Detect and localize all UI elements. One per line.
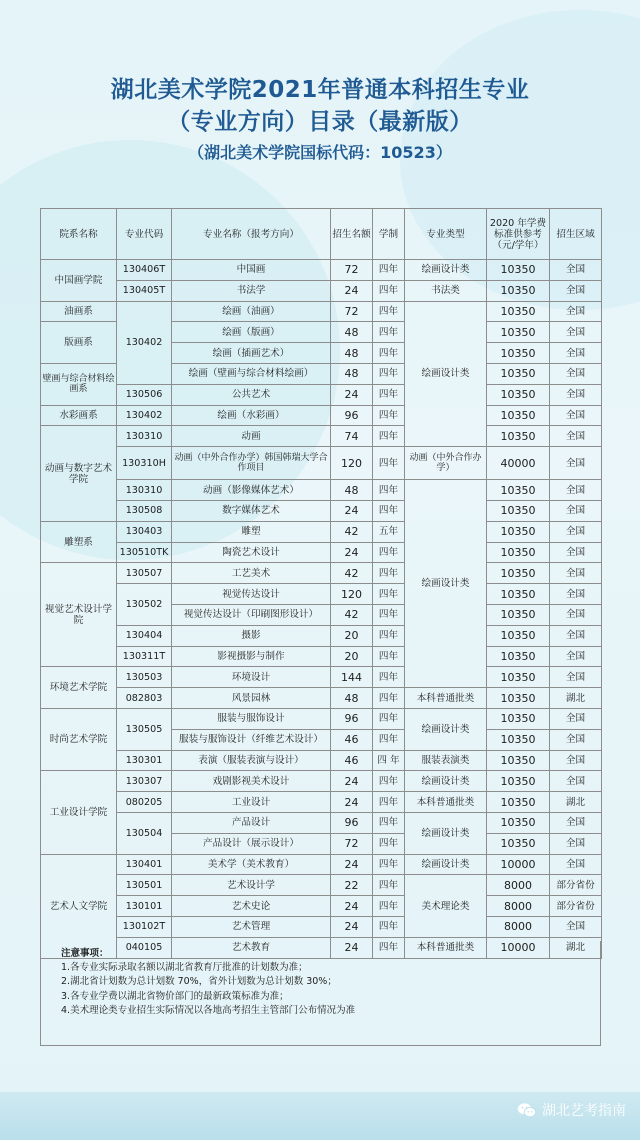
fee-cell: 10350 (487, 771, 550, 792)
fee-cell: 10350 (487, 384, 550, 405)
code-cell: 130401 (117, 854, 172, 875)
header-code: 专业代码 (117, 209, 172, 260)
quota-cell: 24 (331, 280, 373, 301)
region-cell: 全国 (550, 260, 602, 281)
region-cell: 全国 (550, 812, 602, 833)
fee-cell: 10350 (487, 812, 550, 833)
years-cell: 四年 (373, 542, 405, 563)
dept-cell: 艺术人文学院 (41, 854, 117, 958)
quota-cell: 22 (331, 875, 373, 896)
region-cell: 全国 (550, 322, 602, 343)
header-type: 专业类型 (405, 209, 487, 260)
type-cell: 绘画设计类 (405, 812, 487, 854)
years-cell: 四年 (373, 260, 405, 281)
fee-cell: 10350 (487, 646, 550, 667)
fee-cell: 10350 (487, 604, 550, 625)
major-cell: 雕塑 (172, 521, 331, 542)
quota-cell: 48 (331, 480, 373, 501)
major-cell: 艺术管理 (172, 916, 331, 937)
years-cell: 四年 (373, 426, 405, 447)
table-row (41, 667, 602, 688)
region-cell: 全国 (550, 363, 602, 384)
quota-cell: 24 (331, 854, 373, 875)
fee-cell: 10350 (487, 688, 550, 709)
header-years: 学制 (373, 209, 405, 260)
region-cell: 全国 (550, 301, 602, 322)
major-cell: 环境设计 (172, 667, 331, 688)
dept-cell: 视觉艺术设计学院 (41, 563, 117, 667)
region-cell: 部分省份 (550, 896, 602, 917)
code-cell: 080205 (117, 792, 172, 813)
years-cell: 四年 (373, 792, 405, 813)
table-row (41, 688, 602, 709)
table-row (41, 708, 602, 729)
major-cell: 绘画（水彩画） (172, 405, 331, 426)
page-title: 湖北美术学院2021年普通本科招生专业 (110, 77, 530, 103)
code-cell: 130310 (117, 426, 172, 447)
years-cell: 四年 (373, 280, 405, 301)
quota-cell: 46 (331, 750, 373, 771)
quota-cell: 74 (331, 426, 373, 447)
header-quota: 招生名额 (331, 209, 373, 260)
region-cell: 全国 (550, 500, 602, 521)
quota-cell: 20 (331, 646, 373, 667)
years-cell: 四年 (373, 833, 405, 854)
major-cell: 绘画（插画艺术） (172, 343, 331, 364)
code-cell: 130506 (117, 384, 172, 405)
major-cell: 影视摄影与制作 (172, 646, 331, 667)
years-cell: 四年 (373, 937, 405, 958)
table-row (41, 447, 602, 480)
region-cell: 全国 (550, 708, 602, 729)
quota-cell: 120 (331, 584, 373, 605)
type-cell: 动画（中外合作办学） (405, 447, 487, 480)
code-cell: 130311T (117, 646, 172, 667)
quota-cell: 24 (331, 500, 373, 521)
type-cell: 本科普通批类 (405, 792, 487, 813)
dept-cell: 壁画与综合材料绘画系 (41, 363, 117, 405)
quota-cell: 96 (331, 405, 373, 426)
years-cell: 四年 (373, 667, 405, 688)
major-cell: 动画（中外合作办学）韩国韩瑞大学合作项目 (172, 447, 331, 480)
region-cell: 全国 (550, 916, 602, 937)
code-cell: 130403 (117, 521, 172, 542)
header-fee: 2020 年学费标准供参考（元/学年） (487, 209, 550, 260)
region-cell: 全国 (550, 584, 602, 605)
dept-cell: 环境艺术学院 (41, 667, 117, 709)
years-cell: 四年 (373, 480, 405, 501)
fee-cell: 10350 (487, 280, 550, 301)
major-cell: 艺术设计学 (172, 875, 331, 896)
quota-cell: 48 (331, 688, 373, 709)
region-cell: 全国 (550, 343, 602, 364)
region-cell: 全国 (550, 447, 602, 480)
major-cell: 视觉传达设计 (172, 584, 331, 605)
table-row (41, 771, 602, 792)
region-cell: 湖北 (550, 792, 602, 813)
fee-cell: 10350 (487, 322, 550, 343)
fee-cell: 10350 (487, 500, 550, 521)
region-cell: 全国 (550, 405, 602, 426)
quota-cell: 20 (331, 625, 373, 646)
code-cell: 130310 (117, 480, 172, 501)
table-row (41, 646, 602, 667)
code-cell: 130405T (117, 280, 172, 301)
region-cell: 部分省份 (550, 875, 602, 896)
page-subtitle: （湖北美术学院国标代码：10523） (188, 143, 452, 162)
fee-cell: 10350 (487, 625, 550, 646)
dept-cell: 雕塑系 (41, 521, 117, 563)
fee-cell: 10350 (487, 521, 550, 542)
code-cell: 130102T (117, 916, 172, 937)
fee-cell: 8000 (487, 896, 550, 917)
years-cell: 四 年 (373, 750, 405, 771)
table-row (41, 301, 602, 322)
years-cell: 四年 (373, 771, 405, 792)
quota-cell: 72 (331, 301, 373, 322)
region-cell: 全国 (550, 771, 602, 792)
quota-cell: 48 (331, 343, 373, 364)
table-row (41, 542, 602, 563)
table-row (41, 812, 602, 833)
region-cell: 湖北 (550, 688, 602, 709)
quota-cell: 72 (331, 833, 373, 854)
type-cell: 绘画设计类 (405, 301, 487, 447)
fee-cell: 10350 (487, 405, 550, 426)
watermark-text: 湖北艺考指南 (542, 1103, 626, 1119)
code-cell: 130507 (117, 563, 172, 584)
code-cell: 130406T (117, 260, 172, 281)
dept-cell: 油画系 (41, 301, 117, 322)
code-cell: 130510TK (117, 542, 172, 563)
table-row (41, 384, 602, 405)
region-cell: 全国 (550, 521, 602, 542)
code-cell: 130301 (117, 750, 172, 771)
fee-cell: 10350 (487, 563, 550, 584)
quota-cell: 24 (331, 916, 373, 937)
code-cell: 130310H (117, 447, 172, 480)
region-cell: 全国 (550, 563, 602, 584)
table-row (41, 500, 602, 521)
fee-cell: 10350 (487, 792, 550, 813)
type-cell: 绘画设计类 (405, 480, 487, 688)
header-region: 招生区域 (550, 209, 602, 260)
table-row (41, 854, 602, 875)
header-dept: 院系名称 (41, 209, 117, 260)
code-cell: 130101 (117, 896, 172, 917)
fee-cell: 40000 (487, 447, 550, 480)
header-major: 专业名称（报考方向） (172, 209, 331, 260)
quota-cell: 96 (331, 708, 373, 729)
quota-cell: 24 (331, 542, 373, 563)
code-cell: 130307 (117, 771, 172, 792)
years-cell: 四年 (373, 584, 405, 605)
years-cell: 四年 (373, 301, 405, 322)
notes-section (40, 941, 601, 1046)
major-cell: 绘画（版画） (172, 322, 331, 343)
type-cell: 书法类 (405, 280, 487, 301)
code-cell: 130505 (117, 708, 172, 750)
type-cell: 美术理论类 (405, 875, 487, 937)
years-cell: 四年 (373, 625, 405, 646)
years-cell: 四年 (373, 343, 405, 364)
code-cell: 130402 (117, 405, 172, 426)
major-cell: 数字媒体艺术 (172, 500, 331, 521)
major-cell: 陶瓷艺术设计 (172, 542, 331, 563)
quota-cell: 24 (331, 771, 373, 792)
table-row (41, 405, 602, 426)
table-row (41, 280, 602, 301)
fee-cell: 10350 (487, 667, 550, 688)
fee-cell: 10350 (487, 301, 550, 322)
fee-cell: 10350 (487, 426, 550, 447)
fee-cell: 10000 (487, 937, 550, 958)
table-row (41, 625, 602, 646)
region-cell: 全国 (550, 384, 602, 405)
fee-cell: 10350 (487, 833, 550, 854)
years-cell: 四年 (373, 916, 405, 937)
table-row (41, 480, 602, 501)
table-row (41, 521, 602, 542)
years-cell: 四年 (373, 384, 405, 405)
type-cell: 绘画设计类 (405, 708, 487, 750)
years-cell: 四年 (373, 322, 405, 343)
dept-cell: 中国画学院 (41, 260, 117, 302)
years-cell: 五年 (373, 521, 405, 542)
major-cell: 工业设计 (172, 792, 331, 813)
quota-cell: 120 (331, 447, 373, 480)
table-row (41, 750, 602, 771)
type-cell: 本科普通批类 (405, 937, 487, 958)
region-cell: 全国 (550, 750, 602, 771)
major-cell: 中国画 (172, 260, 331, 281)
code-cell: 130404 (117, 625, 172, 646)
table-header-row (41, 209, 602, 260)
code-cell: 130501 (117, 875, 172, 896)
note-item: 4.美术理论类专业招生实际情况以各地高考招生主管部门公布情况为准 (61, 1004, 356, 1016)
table-row (41, 260, 602, 281)
region-cell: 全国 (550, 604, 602, 625)
quota-cell: 24 (331, 792, 373, 813)
code-cell: 130503 (117, 667, 172, 688)
years-cell: 四年 (373, 729, 405, 750)
table-row (41, 584, 602, 605)
region-cell: 全国 (550, 854, 602, 875)
region-cell: 全国 (550, 480, 602, 501)
major-cell: 美术学（美术教育） (172, 854, 331, 875)
quota-cell: 46 (331, 729, 373, 750)
major-cell: 书法学 (172, 280, 331, 301)
table-row (41, 426, 602, 447)
years-cell: 四年 (373, 500, 405, 521)
fee-cell: 10350 (487, 708, 550, 729)
quota-cell: 42 (331, 563, 373, 584)
fee-cell: 10350 (487, 584, 550, 605)
dept-cell: 时尚艺术学院 (41, 708, 117, 770)
quota-cell: 144 (331, 667, 373, 688)
admissions-table (40, 208, 602, 959)
major-cell: 产品设计（展示设计） (172, 833, 331, 854)
years-cell: 四年 (373, 405, 405, 426)
code-cell: 130502 (117, 584, 172, 626)
fee-cell: 10350 (487, 542, 550, 563)
major-cell: 动画 (172, 426, 331, 447)
years-cell: 四年 (373, 563, 405, 584)
code-cell: 130402 (117, 301, 172, 384)
major-cell: 艺术教育 (172, 937, 331, 958)
fee-cell: 10350 (487, 343, 550, 364)
quota-cell: 48 (331, 322, 373, 343)
table-row (41, 563, 602, 584)
fee-cell: 10350 (487, 363, 550, 384)
region-cell: 全国 (550, 646, 602, 667)
years-cell: 四年 (373, 447, 405, 480)
quota-cell: 42 (331, 604, 373, 625)
major-cell: 绘画（油画） (172, 301, 331, 322)
quota-cell: 42 (331, 521, 373, 542)
years-cell: 四年 (373, 604, 405, 625)
type-cell: 绘画设计类 (405, 771, 487, 792)
major-cell: 摄影 (172, 625, 331, 646)
fee-cell: 10000 (487, 854, 550, 875)
major-cell: 艺术史论 (172, 896, 331, 917)
watermark (517, 1100, 626, 1120)
notes-heading: 注意事项： (61, 948, 109, 959)
region-cell: 全国 (550, 426, 602, 447)
major-cell: 工艺美术 (172, 563, 331, 584)
quota-cell: 24 (331, 384, 373, 405)
type-cell: 绘画设计类 (405, 854, 487, 875)
years-cell: 四年 (373, 896, 405, 917)
page-title-line2: （专业方向）目录（最新版） (167, 109, 473, 135)
dept-cell: 版画系 (41, 322, 117, 364)
years-cell: 四年 (373, 812, 405, 833)
quota-cell: 96 (331, 812, 373, 833)
wechat-icon (517, 1102, 537, 1119)
major-cell: 风景园林 (172, 688, 331, 709)
years-cell: 四年 (373, 854, 405, 875)
quota-cell: 48 (331, 363, 373, 384)
major-cell: 产品设计 (172, 812, 331, 833)
code-cell: 082803 (117, 688, 172, 709)
type-cell: 绘画设计类 (405, 260, 487, 281)
quota-cell: 24 (331, 937, 373, 958)
table-row (41, 792, 602, 813)
table-row (41, 916, 602, 937)
quota-cell: 24 (331, 896, 373, 917)
major-cell: 戏剧影视美术设计 (172, 771, 331, 792)
fee-cell: 10350 (487, 260, 550, 281)
years-cell: 四年 (373, 363, 405, 384)
note-item: 1.各专业实际录取名额以湖北省教育厅批准的计划数为准； (61, 962, 308, 974)
type-cell: 服装表演类 (405, 750, 487, 771)
table-row (41, 896, 602, 917)
fee-cell: 10350 (487, 750, 550, 771)
region-cell: 湖北 (550, 937, 602, 958)
major-cell: 动画（影像媒体艺术） (172, 480, 331, 501)
code-cell: 130504 (117, 812, 172, 854)
major-cell: 服装与服饰设计 (172, 708, 331, 729)
fee-cell: 10350 (487, 729, 550, 750)
years-cell: 四年 (373, 875, 405, 896)
major-cell: 视觉传达设计（印刷图形设计） (172, 604, 331, 625)
code-cell: 130508 (117, 500, 172, 521)
region-cell: 全国 (550, 667, 602, 688)
fee-cell: 10350 (487, 480, 550, 501)
dept-cell: 动画与数字艺术学院 (41, 426, 117, 521)
quota-cell: 72 (331, 260, 373, 281)
years-cell: 四年 (373, 688, 405, 709)
fee-cell: 8000 (487, 916, 550, 937)
table-row (41, 875, 602, 896)
type-cell: 本科普通批类 (405, 688, 487, 709)
region-cell: 全国 (550, 625, 602, 646)
major-cell: 服装与服饰设计（纤维艺术设计） (172, 729, 331, 750)
major-cell: 绘画（壁画与综合材料绘画） (172, 363, 331, 384)
note-item: 2.湖北省计划数为总计划数 70%，省外计划数为总计划数 30%； (61, 976, 337, 988)
region-cell: 全国 (550, 542, 602, 563)
title-block (0, 74, 640, 166)
region-cell: 全国 (550, 833, 602, 854)
dept-cell: 水彩画系 (41, 405, 117, 426)
region-cell: 全国 (550, 280, 602, 301)
years-cell: 四年 (373, 708, 405, 729)
dept-cell: 工业设计学院 (41, 771, 117, 854)
major-cell: 表演（服装表演与设计） (172, 750, 331, 771)
note-item: 3.各专业学费以湖北省物价部门的最新政策标准为准； (61, 990, 289, 1002)
region-cell: 全国 (550, 729, 602, 750)
fee-cell: 8000 (487, 875, 550, 896)
years-cell: 四年 (373, 646, 405, 667)
major-cell: 公共艺术 (172, 384, 331, 405)
code-cell: 040105 (117, 937, 172, 958)
